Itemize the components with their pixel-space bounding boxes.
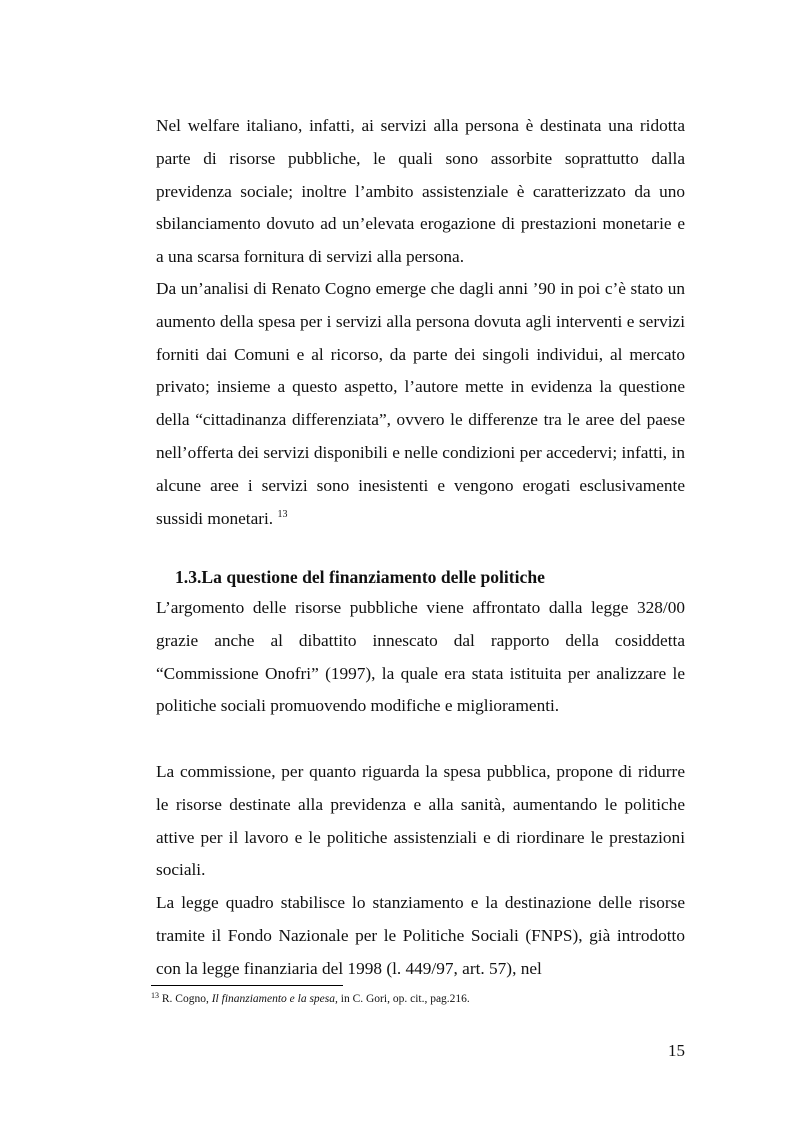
paragraph-text: Nel welfare italiano, infatti, ai servizi alla persona è destinata una ridotta parte di risorse pubbliche, le quali sono assorbite soprattutto dalla previdenza sociale; inoltre l’ambito assistenziale è caratterizzato da uno sbilanciamento dovuto ad un’elevata erogazione di prestazioni monetarie e a una scarsa fornitura di servizi alla persona. — [156, 116, 685, 267]
footnote-reference[interactable]: 13 — [277, 508, 288, 520]
paragraph-analisi-cogno — [156, 273, 685, 535]
paragraph-legge-quadro — [156, 887, 685, 985]
paragraph-text: La commissione, per quanto riguarda la spesa pubblica, propone di ridurre le risorse destinate alla previdenza e alla sanità, aumentando le politiche attive per il lavoro e le politiche assistenziali e di riordinare le prestazioni sociali. — [156, 762, 685, 880]
paragraph-welfare-risorse — [156, 110, 685, 274]
paragraph-text: L’argomento delle risorse pubbliche viene affrontato dalla legge 328/00 grazie anche al dibattito innescato dal rapporto della cosiddetta “Commissione Onofri” (1997), la quale era stata istituita per analizzare le politiche sociali promuovendo modifiche e miglioramenti. — [156, 598, 685, 716]
page-number: 15 — [668, 1041, 685, 1060]
paragraph-text: Da un’analisi di Renato Cogno emerge che dagli anni ’90 in poi c’è stato un aumento della spesa per i servizi alla persona dovuta agli interventi e servizi forniti dai Comuni e al ricorso, da parte dei singoli individui, al mercato privato; insieme a questo aspetto, l’autore mette in evidenza la questione della “cittadinanza differenziata”, ovvero le differenze tra le aree del paese nell’offerta dei servizi disponibili e nelle condizioni per accedervi; infatti, in alcune aree i servizi sono inesistenti e vengono erogati esclusivamente sussidi monetari. — [156, 279, 685, 528]
footnote — [151, 991, 691, 1007]
footnote-divider — [151, 985, 343, 986]
footnote-source: in C. Gori, op. cit., pag.216. — [340, 993, 470, 1005]
paragraph-legge-328 — [156, 592, 685, 723]
paragraph-text: La legge quadro stabilisce lo stanziamento e la destinazione delle risorse tramite il Fondo Nazionale per le Politiche Sociali (FNPS), già introdotto con la legge finanziaria del 1998 (l. 449/97, art. 57), nel — [156, 893, 685, 978]
footnote-number: 13 — [151, 991, 159, 1000]
footnote-author: R. Cogno, — [161, 993, 209, 1005]
section-heading: 1.3.La questione del finanziamento delle politiche — [175, 567, 545, 587]
footnote-title: Il finanziamento e la spesa, — [211, 993, 338, 1005]
paragraph-commissione — [156, 756, 685, 887]
